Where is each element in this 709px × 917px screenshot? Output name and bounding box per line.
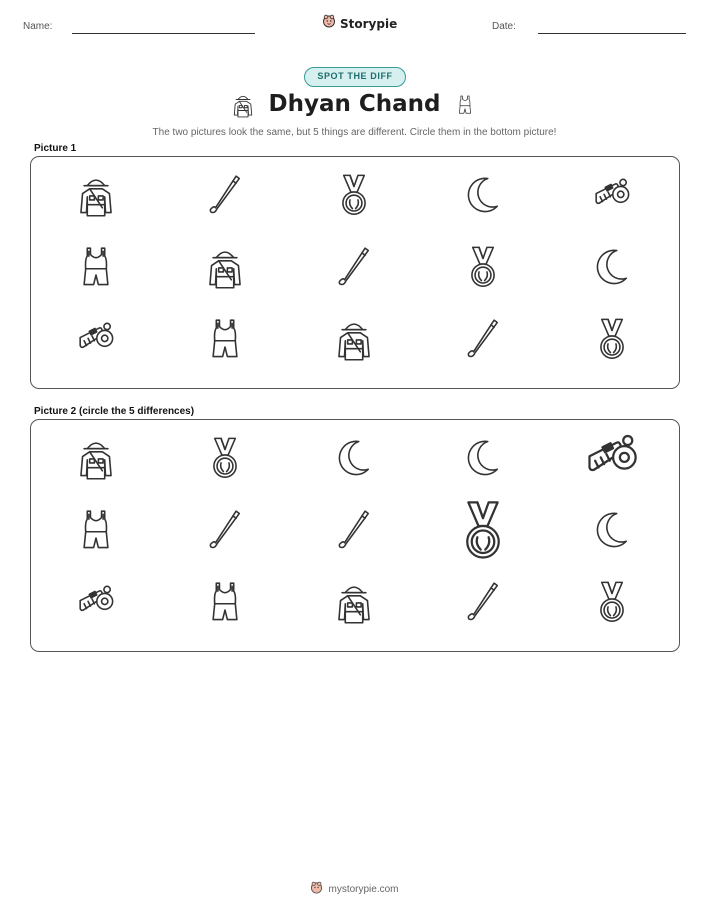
- storypie-logo-icon: [322, 14, 336, 33]
- moon-icon: [464, 436, 502, 480]
- stick-icon: [206, 173, 244, 217]
- picture-2-cell-2-3[interactable]: [314, 500, 394, 560]
- picture-2-cell-2-1[interactable]: [56, 500, 136, 560]
- picture-2-cell-3-3[interactable]: [314, 572, 394, 632]
- picture-1-cell-1-5: [572, 165, 652, 225]
- picture-1-cell-3-2: [185, 309, 265, 369]
- picture-1-cell-2-3: [314, 237, 394, 297]
- picture-2-cell-2-5[interactable]: [572, 500, 652, 560]
- date-label: Date:: [492, 21, 516, 32]
- picture-1-cell-2-5: [572, 237, 652, 297]
- footer-url: mystorypie.com: [328, 883, 399, 895]
- picture-2-cell-3-4[interactable]: [443, 572, 523, 632]
- footer: [0, 881, 709, 897]
- whistle-icon: [77, 317, 115, 361]
- picture-2-grid: [31, 420, 679, 651]
- medal-icon: [593, 580, 631, 624]
- uniform-icon: [77, 436, 115, 480]
- picture-1-cell-1-2: [185, 165, 265, 225]
- date-line[interactable]: [538, 33, 686, 34]
- name-label: Name:: [23, 21, 53, 32]
- spot-the-diff-badge: SPOT THE DIFF: [304, 67, 406, 87]
- picture-2-cell-3-1[interactable]: [56, 572, 136, 632]
- picture-2-cell-2-4[interactable]: [443, 500, 523, 560]
- picture-2-cell-3-2[interactable]: [185, 572, 265, 632]
- stick-icon: [464, 317, 502, 361]
- picture-2-cell-1-4[interactable]: [443, 428, 523, 488]
- uniform-icon: [335, 317, 373, 361]
- brand: [322, 14, 397, 33]
- picture-1-cell-1-3: [314, 165, 394, 225]
- picture-1-cell-2-2: [185, 237, 265, 297]
- brand-name: Storypie: [340, 16, 398, 31]
- picture-2-cell-1-3[interactable]: [314, 428, 394, 488]
- medal-icon: [593, 317, 631, 361]
- stick-icon: [335, 245, 373, 289]
- picture-1-cell-1-4: [443, 165, 523, 225]
- uniform-icon: [206, 245, 244, 289]
- moon-icon: [593, 245, 631, 289]
- medal-icon: [335, 173, 373, 217]
- medal-icon: [464, 245, 502, 289]
- picture-2-cell-2-2[interactable]: [185, 500, 265, 560]
- picture-1-cell-3-1: [56, 309, 136, 369]
- picture-1-grid: [31, 157, 679, 388]
- picture-2-cell-1-1[interactable]: [56, 428, 136, 488]
- moon-icon: [464, 173, 502, 217]
- singlet-icon: [456, 91, 474, 124]
- uniform-icon: [77, 173, 115, 217]
- page-title: Dhyan Chand: [268, 91, 441, 117]
- name-line[interactable]: [72, 33, 255, 34]
- singlet-icon: [206, 317, 244, 361]
- stick-icon: [464, 580, 502, 624]
- picture-1-cell-2-4: [443, 237, 523, 297]
- picture-2-cell-1-2[interactable]: [185, 428, 265, 488]
- picture-1-panel: [30, 156, 680, 389]
- medal-icon: [456, 499, 510, 562]
- whistle-icon: [593, 173, 631, 217]
- singlet-icon: [77, 508, 115, 552]
- picture-2-label: Picture 2 (circle the 5 differences): [34, 406, 195, 417]
- whistle-icon: [77, 580, 115, 624]
- instructions: The two pictures look the same, but 5 things are different. Circle them in the bottom picture!: [152, 127, 557, 138]
- whistle-icon: [585, 427, 639, 490]
- stick-icon: [335, 508, 373, 552]
- picture-1-cell-3-4: [443, 309, 523, 369]
- picture-1-cell-2-1: [56, 237, 136, 297]
- picture-2-cell-3-5[interactable]: [572, 572, 652, 632]
- moon-icon: [335, 436, 373, 480]
- picture-2-panel[interactable]: [30, 419, 680, 652]
- singlet-icon: [206, 580, 244, 624]
- picture-1-cell-3-3: [314, 309, 394, 369]
- picture-1-cell-1-1: [56, 165, 136, 225]
- storypie-logo-icon: [310, 881, 323, 897]
- medal-icon: [206, 436, 244, 480]
- singlet-icon: [77, 245, 115, 289]
- picture-1-cell-3-5: [572, 309, 652, 369]
- stick-icon: [206, 508, 244, 552]
- moon-icon: [593, 508, 631, 552]
- picture-2-cell-1-5[interactable]: [572, 428, 652, 488]
- uniform-icon: [335, 580, 373, 624]
- picture-1-label: Picture 1: [34, 143, 77, 154]
